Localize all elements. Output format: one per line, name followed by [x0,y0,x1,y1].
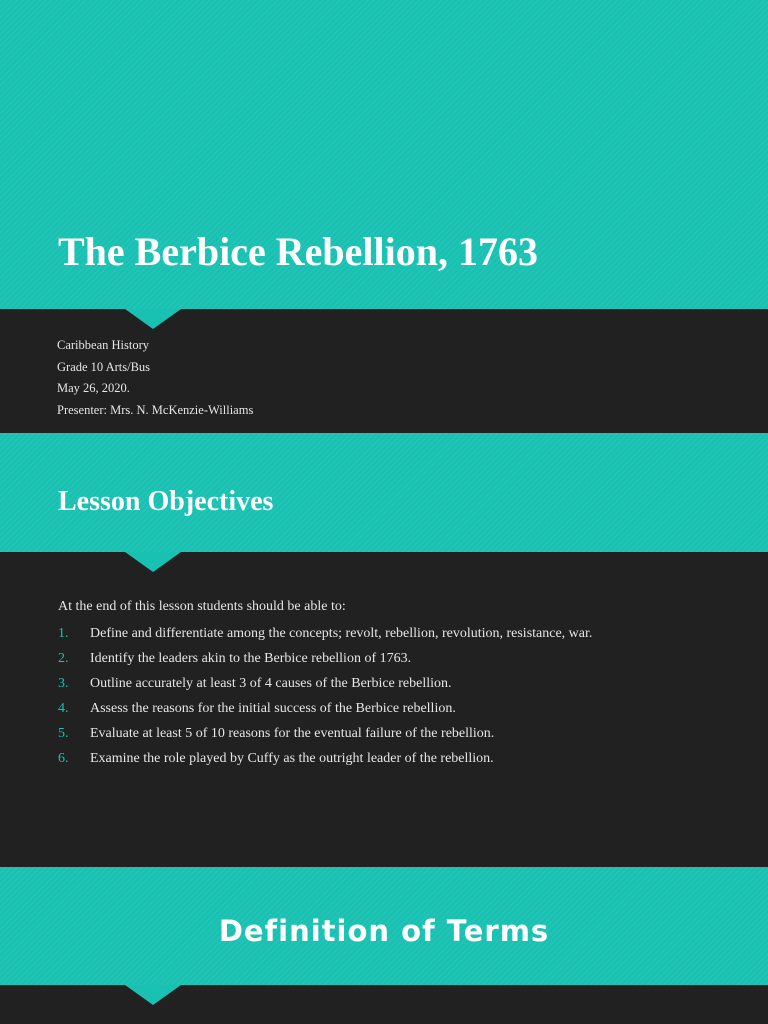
list-number: 2. [58,651,69,666]
list-number: 1. [58,626,69,641]
slide2-notch [125,552,181,572]
list-item [58,623,592,648]
grade-level: Grade 10 Arts/Bus [57,359,151,374]
objectives-intro: At the end of this lesson students should be able to: [58,599,346,614]
list-item [58,723,592,748]
slide3-title: Definition of Terms [218,914,550,948]
list-text: Evaluate at least 5 of 10 reasons for the eventual failure of the rebellion. [90,726,495,741]
slide2-title: Lesson Objectives [58,486,274,517]
list-number: 6. [58,751,69,766]
list-item [58,748,592,773]
course-name: Caribbean History [57,338,149,352]
list-item [58,698,592,723]
presentation-date: May 26, 2020. [57,381,130,395]
objectives-list [58,623,592,773]
slide1-title: The Berbice Rebellion, 1763 [58,229,538,274]
list-text: Assess the reasons for the initial success of the Berbice rebellion. [90,701,456,716]
slide1-notch [125,309,181,329]
list-number: 3. [58,676,69,691]
list-text: Outline accurately at least 3 of 4 causes of the Berbice rebellion. [90,676,452,691]
slide3-notch [125,985,181,1005]
list-number: 5. [58,726,69,741]
list-item [58,648,592,673]
presenter-name: Presenter: Mrs. N. McKenzie-Williams [57,402,254,417]
list-text: Examine the role played by Cuffy as the outright leader of the rebellion. [90,751,494,766]
slide3-body [0,985,768,1024]
list-item [58,673,592,698]
list-text: Identify the leaders akin to the Berbice rebellion of 1763. [90,651,412,666]
list-text: Define and differentiate among the concepts; revolt, rebellion, revolution, resistance, war. [90,626,593,641]
slide1-meta [57,335,253,421]
list-number: 4. [58,701,69,716]
